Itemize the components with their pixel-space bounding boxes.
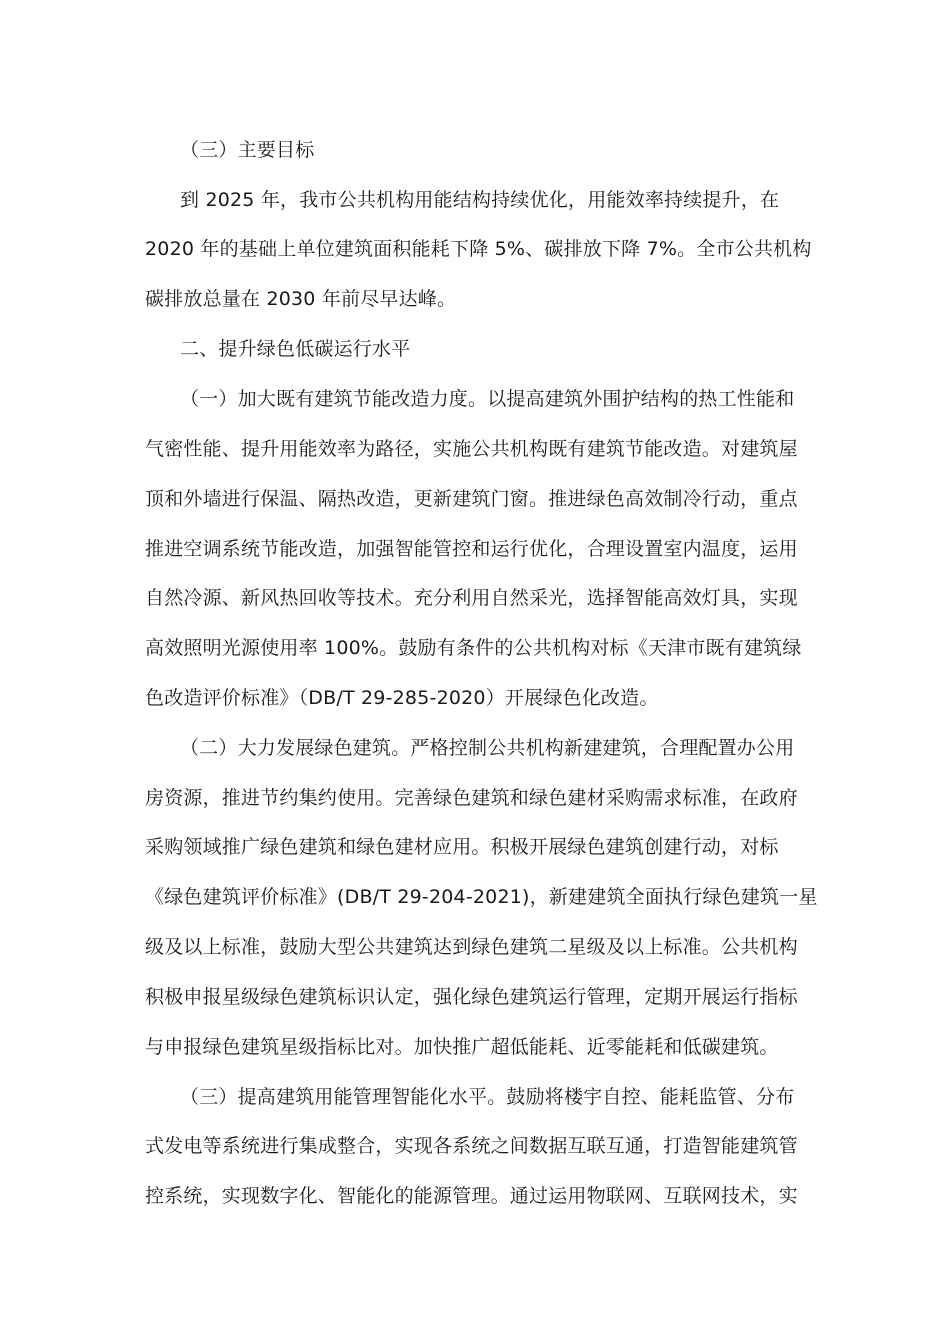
section-heading-green-low-carbon: 二、提升绿色低碳运行水平: [180, 338, 411, 360]
paragraph-line: 式发电等系统进行集成整合，实现各系统之间数据互联互通，打造智能建筑管: [145, 1135, 798, 1157]
paragraph-line: 色改造评价标准》（DB/T 29-285-2020）开展绿色化改造。: [145, 687, 659, 709]
paragraph-line: 2020 年的基础上单位建筑面积能耗下降 5%、碳排放下降 7%。全市公共机构: [145, 238, 812, 260]
paragraph-line: 气密性能、提升用能效率为路径，实施公共机构既有建筑节能改造。对建筑屋: [145, 438, 798, 460]
paragraph-line: （三）提高建筑用能管理智能化水平。鼓励将楼宇自控、能耗监管、分布: [180, 1086, 795, 1108]
paragraph-line: 碳排放总量在 2030 年前尽早达峰。: [145, 288, 457, 310]
paragraph-line: 顶和外墙进行保温、隔热改造，更新建筑门窗。推进绿色高效制冷行动，重点: [145, 488, 798, 510]
paragraph-line: 《绿色建筑评价标准》(DB/T 29-204-2021)，新建建筑全面执行绿色建筑一星: [145, 886, 818, 908]
paragraph-line: （一）加大既有建筑节能改造力度。以提高建筑外围护结构的热工性能和: [180, 388, 795, 410]
paragraph-line: 级及以上标准，鼓励大型公共建筑达到绿色建筑二星级及以上标准。公共机构: [145, 936, 798, 958]
paragraph-line: 到 2025 年，我市公共机构用能结构持续优化，用能效率持续提升，在: [180, 189, 780, 211]
paragraph-line: 自然冷源、新风热回收等技术。充分利用自然采光，选择智能高效灯具，实现: [145, 587, 798, 609]
paragraph-line: 积极申报星级绿色建筑标识认定，强化绿色建筑运行管理，定期开展运行指标: [145, 986, 798, 1008]
paragraph-line: 与申报绿色建筑星级指标比对。加快推广超低能耗、近零能耗和低碳建筑。: [145, 1036, 779, 1058]
paragraph-line: 房资源，推进节约集约使用。完善绿色建筑和绿色建材采购需求标准，在政府: [145, 787, 798, 809]
paragraph-line: （二）大力发展绿色建筑。严格控制公共机构新建建筑，合理配置办公用: [180, 737, 795, 759]
paragraph-line: 控系统，实现数字化、智能化的能源管理。通过运用物联网、互联网技术，实: [145, 1185, 798, 1207]
paragraph-line: 推进空调系统节能改造，加强智能管控和运行优化，合理设置室内温度，运用: [145, 538, 798, 560]
paragraph-line: 采购领域推广绿色建筑和绿色建材应用。积极开展绿色建筑创建行动，对标: [145, 836, 779, 858]
section-heading-main-goals: （三）主要目标: [180, 139, 315, 161]
paragraph-line: 高效照明光源使用率 100%。鼓励有条件的公共机构对标《天津市既有建筑绿: [145, 637, 802, 659]
